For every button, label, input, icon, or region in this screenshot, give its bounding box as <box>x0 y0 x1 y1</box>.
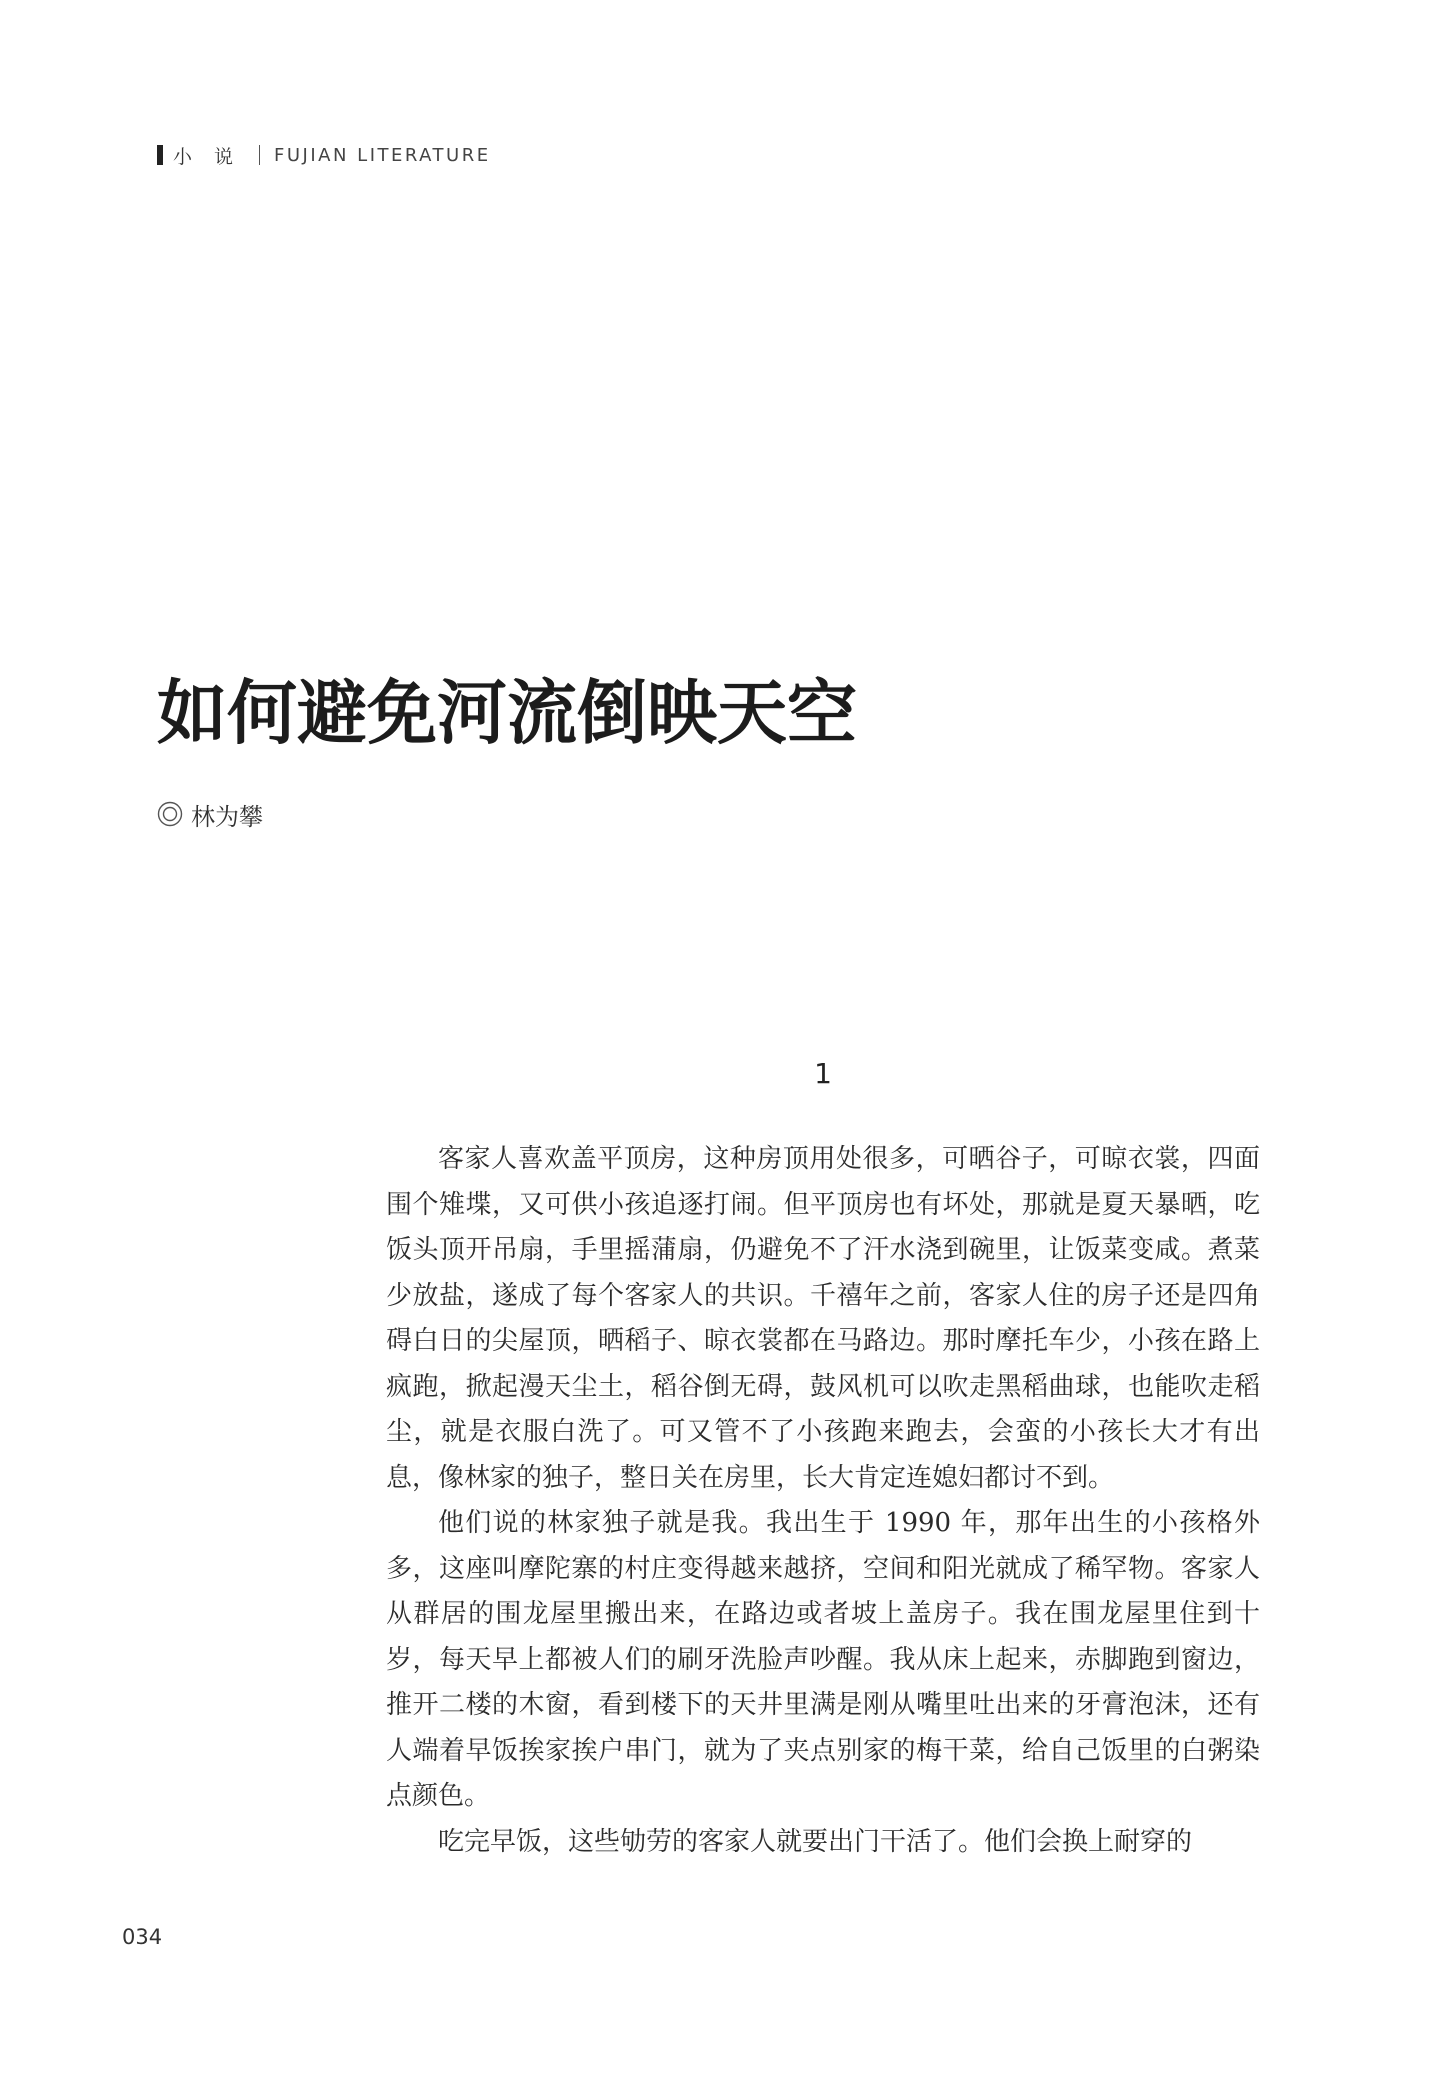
paragraph: 他们说的林家独子就是我。我出生于 1990 年，那年出生的小孩格外多，这座叫摩陀寨的村庄变得越来越挤，空间和阳光就成了稀罕物。客家人从群居的围龙屋里搬出来，在路边或者坡上盖房子。我在围龙屋里住到十岁，每天早上都被人们的刷牙洗脸声吵醒。我从床上起来，赤脚跑到窗边，推开二楼的木窗，看到楼下的天井里满是刚从嘴里吐出来的牙膏泡沫，还有人端着早饭挨家挨户串门，就为了夹点别家的梅干菜，给自己饭里的白粥染点颜色。 <box>386 1508 1260 1811</box>
double-circle-icon <box>157 801 183 827</box>
article-title: 如何避免河流倒映天空 <box>157 672 857 754</box>
author-name: 林为攀 <box>191 802 263 831</box>
page-number: 034 <box>122 1925 163 1949</box>
header-section-label: 小说 <box>173 145 256 168</box>
header-divider <box>259 145 260 165</box>
paragraph: 客家人喜欢盖平顶房，这种房顶用处很多，可晒谷子，可晾衣裳，四面围个雉堞，又可供小孩追逐打闹。但平顶房也有坏处，那就是夏天暴晒，吃饭头顶开吊扇，手里摇蒲扇，仍避免不了汗水浇到碗里，让饭菜变咸。煮菜少放盐，遂成了每个客家人的共识。千禧年之前，客家人住的房子还是四角碍白日的尖屋顶，晒稻子、晾衣裳都在马路边。那时摩托车少，小孩在路上疯跑，掀起漫天尘土，稻谷倒无碍，鼓风机可以吹走黑稻曲球，也能吹走稻尘，就是衣服白洗了。可又管不了小孩跑来跑去，会蛮的小孩长大才有出息，像林家的独子，整日关在房里，长大肯定连媳妇都讨不到。 <box>386 1144 1260 1493</box>
section-number: 1 <box>814 1057 832 1090</box>
header-marker-bar <box>157 145 163 165</box>
article-body <box>386 1137 1260 1865</box>
paragraph: 吃完早饭，这些劬劳的客家人就要出门干活了。他们会换上耐穿的 <box>438 1826 1193 1857</box>
header-journal-name: FUJIAN LITERATURE <box>274 144 491 166</box>
author-byline <box>157 796 263 832</box>
running-header <box>157 140 491 170</box>
